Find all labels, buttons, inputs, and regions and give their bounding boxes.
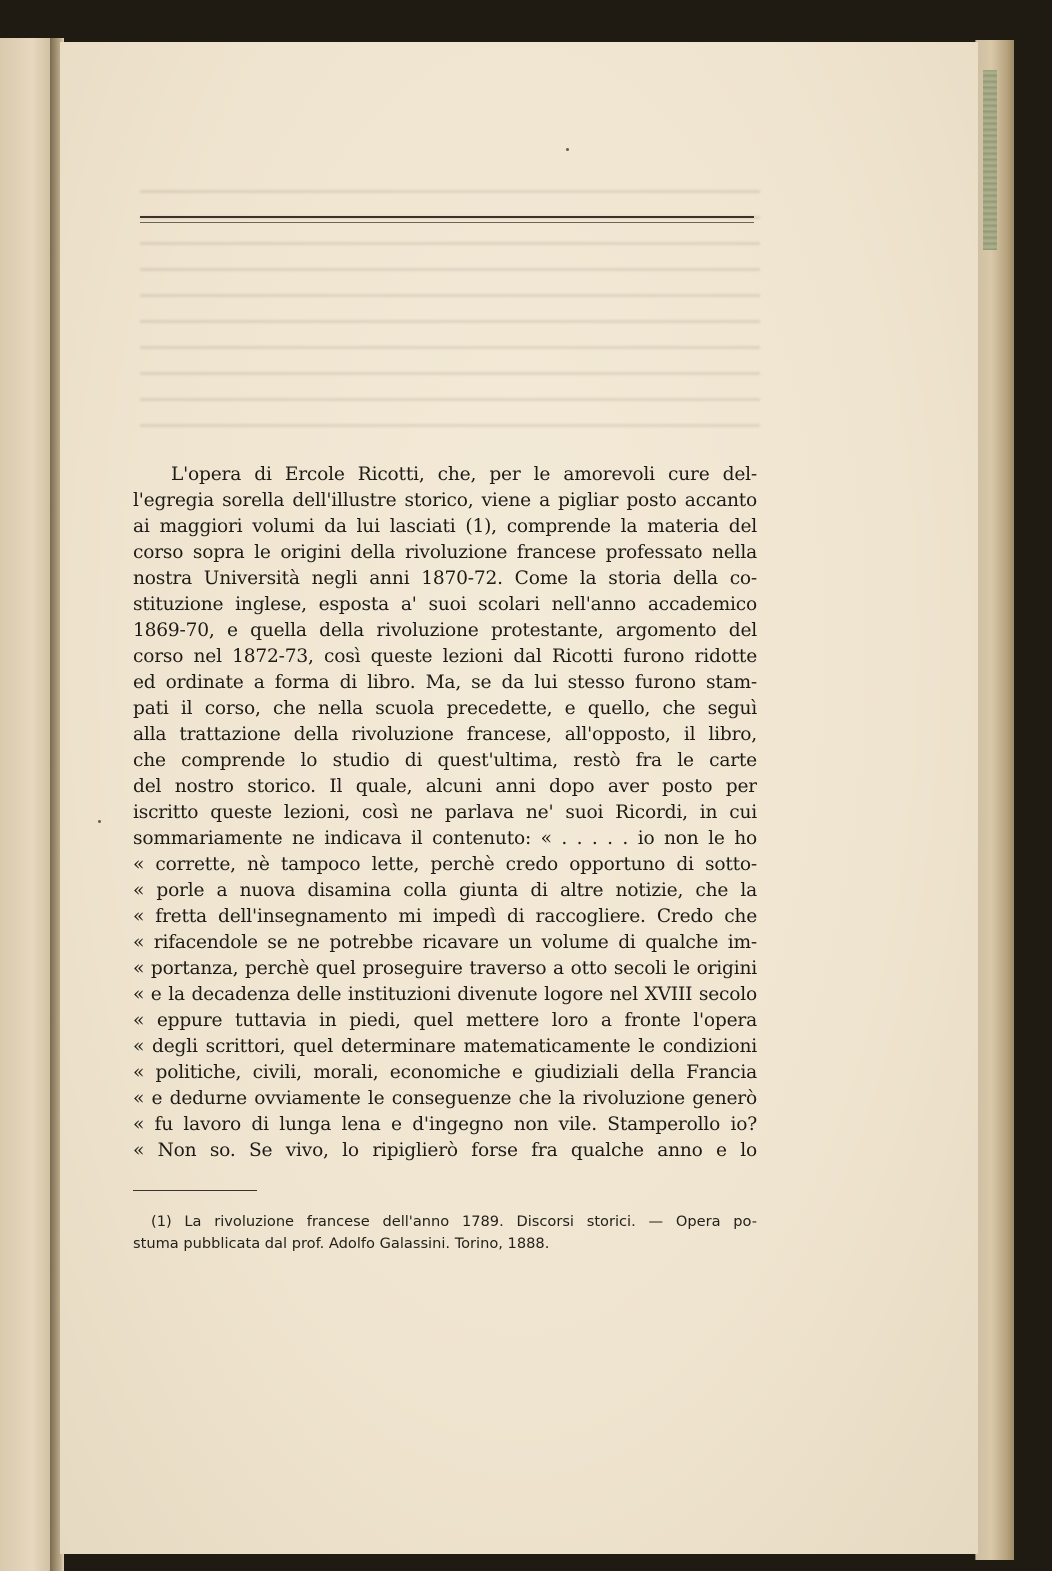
text-line: L'opera di Ercole Ricotti, che, per le amorevoli cure del- bbox=[171, 464, 757, 485]
text-line: « e la decadenza delle instituzioni divenute logore nel XVIII secolo bbox=[133, 984, 757, 1005]
page-edge-marker bbox=[983, 70, 997, 250]
page-edge-stack bbox=[975, 40, 1014, 1560]
left-page-edge bbox=[0, 38, 55, 1571]
text-line: « Non so. Se vivo, lo ripiglierò forse fra qualche anno e lo bbox=[133, 1140, 757, 1161]
text-line: ed ordinate a forma di libro. Ma, se da lui stesso furono stam- bbox=[133, 672, 757, 693]
text-line: l'egregia sorella dell'illustre storico, viene a pigliar posto accanto bbox=[133, 490, 757, 511]
text-line: 1869-70, e quella della rivoluzione protestante, argomento del bbox=[133, 620, 757, 641]
text-line: « portanza, perchè quel proseguire traverso a otto secoli le origini bbox=[133, 958, 757, 979]
text-line: corso nel 1872-73, così queste lezioni dal Ricotti furono ridotte bbox=[133, 646, 757, 667]
text-line: « fretta dell'insegnamento mi impedì di raccogliere. Credo che bbox=[133, 906, 757, 927]
footnote bbox=[133, 1211, 757, 1255]
header-rule-thin bbox=[140, 222, 754, 223]
footnote-rule bbox=[133, 1190, 257, 1191]
text-line: corso sopra le origini della rivoluzione francese professato nella bbox=[133, 542, 757, 563]
speck bbox=[566, 148, 569, 151]
footnote-line: stuma pubblicata dal prof. Adolfo Galassini. Torino, 1888. bbox=[133, 1235, 550, 1252]
text-line: « degli scrittori, quel determinare matematicamente le condizioni bbox=[133, 1036, 757, 1057]
text-line: sommariamente ne indicava il contenuto: « . . . . . io non le ho bbox=[133, 828, 757, 849]
text-line: « rifacendole se ne potrebbe ricavare un volume di qualche im- bbox=[133, 932, 757, 953]
body-paragraph bbox=[133, 462, 757, 1164]
text-line: « politiche, civili, morali, economiche e giudiziali della Francia bbox=[133, 1062, 757, 1083]
text-line: « e dedurne ovviamente le conseguenze che la rivoluzione generò bbox=[133, 1088, 757, 1109]
text-line: stituzione inglese, esposta a' suoi scolari nell'anno accademico bbox=[133, 594, 757, 615]
text-line: nostra Università negli anni 1870-72. Come la storia della co- bbox=[133, 568, 757, 589]
text-line: « eppure tuttavia in piedi, quel mettere loro a fronte l'opera bbox=[133, 1010, 757, 1031]
text-line: « porle a nuova disamina colla giunta di altre notizie, che la bbox=[133, 880, 757, 901]
text-line: che comprende lo studio di quest'ultima, restò fra le carte bbox=[133, 750, 757, 771]
text-line: ai maggiori volumi da lui lasciati (1), comprende la materia del bbox=[133, 516, 757, 537]
speck bbox=[98, 820, 101, 823]
text-line: « corrette, nè tampoco lette, perchè credo opportuno di sotto- bbox=[133, 854, 757, 875]
text-line: « fu lavoro di lunga lena e d'ingegno non vile. Stamperollo io? bbox=[133, 1114, 757, 1135]
header-rule bbox=[140, 216, 754, 218]
text-line: alla trattazione della rivoluzione francese, all'opposto, il libro, bbox=[133, 724, 757, 745]
text-line: pati il corso, che nella scuola precedette, e quello, che seguì bbox=[133, 698, 757, 719]
text-line: del nostro storico. Il quale, alcuni anni dopo aver posto per bbox=[133, 776, 757, 797]
footnote-line: (1) La rivoluzione francese dell'anno 1789. Discorsi storici. — Opera po- bbox=[151, 1213, 757, 1230]
text-line: iscritto queste lezioni, così ne parlava ne' suoi Ricordi, in cui bbox=[133, 802, 757, 823]
